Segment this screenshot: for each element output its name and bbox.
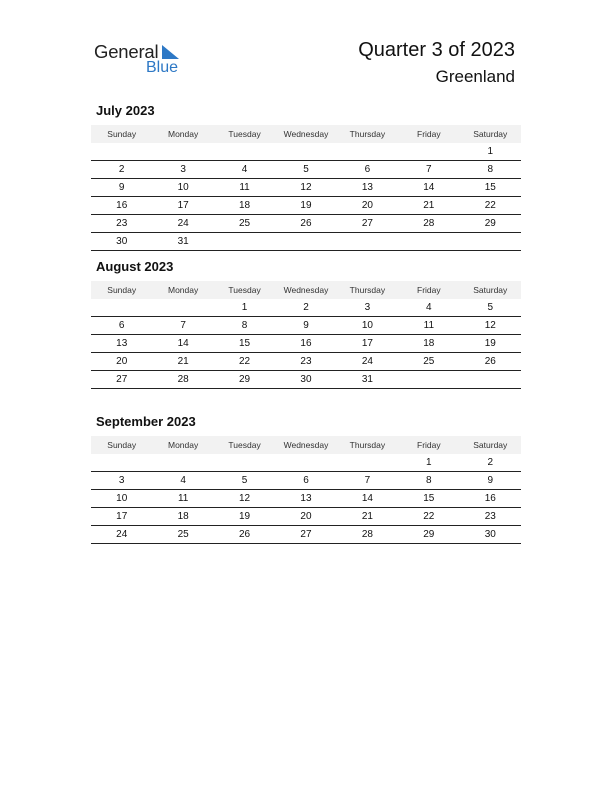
day-cell: 18 bbox=[214, 197, 275, 215]
month-august bbox=[91, 259, 521, 389]
weekday-header: Tuesday bbox=[214, 436, 275, 454]
day-cell bbox=[460, 233, 521, 251]
week-row bbox=[91, 335, 521, 353]
day-cell: 8 bbox=[460, 161, 521, 179]
day-cell: 13 bbox=[275, 490, 336, 508]
week-row bbox=[91, 143, 521, 161]
week-row bbox=[91, 161, 521, 179]
day-cell: 31 bbox=[152, 233, 213, 251]
week-row bbox=[91, 197, 521, 215]
day-cell: 29 bbox=[214, 371, 275, 389]
weekday-header: Tuesday bbox=[214, 125, 275, 143]
month-grid bbox=[91, 436, 521, 544]
day-cell: 21 bbox=[398, 197, 459, 215]
week-row bbox=[91, 233, 521, 251]
weekday-header: Monday bbox=[152, 436, 213, 454]
day-cell: 28 bbox=[152, 371, 213, 389]
day-cell bbox=[91, 143, 152, 161]
day-cell: 1 bbox=[214, 299, 275, 317]
weekday-header: Saturday bbox=[460, 281, 521, 299]
day-cell: 27 bbox=[337, 215, 398, 233]
day-cell: 10 bbox=[91, 490, 152, 508]
day-cell bbox=[152, 299, 213, 317]
day-cell: 2 bbox=[460, 454, 521, 472]
day-cell bbox=[275, 233, 336, 251]
day-cell: 29 bbox=[460, 215, 521, 233]
weekday-header: Wednesday bbox=[275, 125, 336, 143]
day-cell: 27 bbox=[91, 371, 152, 389]
day-cell: 8 bbox=[398, 472, 459, 490]
day-cell: 5 bbox=[275, 161, 336, 179]
day-cell bbox=[460, 371, 521, 389]
month-title: August 2023 bbox=[96, 259, 174, 274]
week-row bbox=[91, 299, 521, 317]
weekday-header: Friday bbox=[398, 281, 459, 299]
day-cell: 28 bbox=[398, 215, 459, 233]
day-cell: 16 bbox=[275, 335, 336, 353]
week-row bbox=[91, 179, 521, 197]
day-cell: 4 bbox=[152, 472, 213, 490]
day-cell: 10 bbox=[337, 317, 398, 335]
day-cell: 30 bbox=[275, 371, 336, 389]
day-cell: 24 bbox=[152, 215, 213, 233]
day-cell: 22 bbox=[214, 353, 275, 371]
weekday-header: Monday bbox=[152, 281, 213, 299]
day-cell: 12 bbox=[275, 179, 336, 197]
day-cell: 17 bbox=[337, 335, 398, 353]
day-cell: 3 bbox=[337, 299, 398, 317]
day-cell: 14 bbox=[337, 490, 398, 508]
day-cell: 27 bbox=[275, 526, 336, 544]
day-cell: 25 bbox=[152, 526, 213, 544]
day-cell: 22 bbox=[398, 508, 459, 526]
day-cell: 2 bbox=[91, 161, 152, 179]
day-cell: 14 bbox=[398, 179, 459, 197]
day-cell: 7 bbox=[398, 161, 459, 179]
weekday-header: Friday bbox=[398, 436, 459, 454]
quarter-title: Quarter 3 of 2023 bbox=[358, 39, 515, 61]
day-cell: 15 bbox=[214, 335, 275, 353]
day-cell: 15 bbox=[398, 490, 459, 508]
weekday-header: Sunday bbox=[91, 281, 152, 299]
day-cell: 30 bbox=[91, 233, 152, 251]
day-cell: 5 bbox=[460, 299, 521, 317]
day-cell: 23 bbox=[275, 353, 336, 371]
day-cell: 4 bbox=[214, 161, 275, 179]
month-september bbox=[91, 414, 521, 544]
day-cell: 7 bbox=[337, 472, 398, 490]
day-cell: 20 bbox=[275, 508, 336, 526]
month-title: September 2023 bbox=[96, 414, 196, 429]
day-cell: 20 bbox=[91, 353, 152, 371]
day-cell: 23 bbox=[91, 215, 152, 233]
day-cell: 13 bbox=[91, 335, 152, 353]
weekday-header: Saturday bbox=[460, 436, 521, 454]
day-cell bbox=[398, 143, 459, 161]
day-cell: 25 bbox=[214, 215, 275, 233]
day-cell: 1 bbox=[460, 143, 521, 161]
month-july bbox=[91, 103, 521, 251]
week-row bbox=[91, 215, 521, 233]
day-cell: 11 bbox=[214, 179, 275, 197]
day-cell: 12 bbox=[214, 490, 275, 508]
weekday-header: Wednesday bbox=[275, 281, 336, 299]
weekday-header: Thursday bbox=[337, 125, 398, 143]
week-row bbox=[91, 526, 521, 544]
day-cell: 31 bbox=[337, 371, 398, 389]
weekday-header: Friday bbox=[398, 125, 459, 143]
day-cell bbox=[152, 143, 213, 161]
weekday-header: Thursday bbox=[337, 281, 398, 299]
day-cell: 21 bbox=[337, 508, 398, 526]
day-cell bbox=[214, 233, 275, 251]
week-row bbox=[91, 454, 521, 472]
month-grid bbox=[91, 125, 521, 251]
day-cell bbox=[337, 143, 398, 161]
day-cell bbox=[152, 454, 213, 472]
day-cell bbox=[275, 454, 336, 472]
day-cell: 16 bbox=[460, 490, 521, 508]
day-cell: 24 bbox=[91, 526, 152, 544]
country-name: Greenland bbox=[435, 67, 515, 86]
day-cell: 9 bbox=[275, 317, 336, 335]
day-cell bbox=[214, 143, 275, 161]
brand-logo bbox=[94, 40, 194, 80]
weekday-header: Sunday bbox=[91, 436, 152, 454]
weekday-header: Tuesday bbox=[214, 281, 275, 299]
day-cell: 16 bbox=[91, 197, 152, 215]
weekday-header: Monday bbox=[152, 125, 213, 143]
day-cell: 3 bbox=[152, 161, 213, 179]
day-cell: 20 bbox=[337, 197, 398, 215]
day-cell: 18 bbox=[398, 335, 459, 353]
brand-name-blue: Blue bbox=[146, 59, 179, 76]
week-row bbox=[91, 371, 521, 389]
weekday-header: Saturday bbox=[460, 125, 521, 143]
day-cell: 15 bbox=[460, 179, 521, 197]
weekday-header: Wednesday bbox=[275, 436, 336, 454]
weekday-header: Sunday bbox=[91, 125, 152, 143]
day-cell: 6 bbox=[275, 472, 336, 490]
day-cell: 28 bbox=[337, 526, 398, 544]
day-cell: 14 bbox=[152, 335, 213, 353]
day-cell: 24 bbox=[337, 353, 398, 371]
day-cell: 25 bbox=[398, 353, 459, 371]
day-cell: 26 bbox=[460, 353, 521, 371]
day-cell: 30 bbox=[460, 526, 521, 544]
day-cell: 19 bbox=[214, 508, 275, 526]
day-cell: 18 bbox=[152, 508, 213, 526]
day-cell: 9 bbox=[460, 472, 521, 490]
day-cell: 3 bbox=[91, 472, 152, 490]
day-cell: 21 bbox=[152, 353, 213, 371]
day-cell: 13 bbox=[337, 179, 398, 197]
day-cell: 7 bbox=[152, 317, 213, 335]
day-cell: 6 bbox=[337, 161, 398, 179]
day-cell bbox=[337, 233, 398, 251]
week-row bbox=[91, 317, 521, 335]
weekday-header: Thursday bbox=[337, 436, 398, 454]
day-cell bbox=[275, 143, 336, 161]
week-row bbox=[91, 490, 521, 508]
day-cell: 17 bbox=[152, 197, 213, 215]
day-cell: 8 bbox=[214, 317, 275, 335]
day-cell bbox=[337, 454, 398, 472]
day-cell: 11 bbox=[152, 490, 213, 508]
day-cell: 19 bbox=[275, 197, 336, 215]
week-row bbox=[91, 472, 521, 490]
week-row bbox=[91, 508, 521, 526]
day-cell: 9 bbox=[91, 179, 152, 197]
day-cell: 4 bbox=[398, 299, 459, 317]
day-cell bbox=[91, 299, 152, 317]
day-cell: 17 bbox=[91, 508, 152, 526]
day-cell: 26 bbox=[275, 215, 336, 233]
month-title: July 2023 bbox=[96, 103, 155, 118]
day-cell: 26 bbox=[214, 526, 275, 544]
day-cell: 12 bbox=[460, 317, 521, 335]
week-row bbox=[91, 353, 521, 371]
day-cell: 19 bbox=[460, 335, 521, 353]
day-cell bbox=[398, 233, 459, 251]
brand-triangle-icon bbox=[160, 44, 180, 60]
day-cell: 29 bbox=[398, 526, 459, 544]
brand-name-general: General bbox=[94, 41, 159, 62]
day-cell: 1 bbox=[398, 454, 459, 472]
month-grid bbox=[91, 281, 521, 389]
day-cell: 2 bbox=[275, 299, 336, 317]
day-cell bbox=[91, 454, 152, 472]
day-cell: 10 bbox=[152, 179, 213, 197]
day-cell bbox=[214, 454, 275, 472]
day-cell: 5 bbox=[214, 472, 275, 490]
day-cell bbox=[398, 371, 459, 389]
day-cell: 22 bbox=[460, 197, 521, 215]
day-cell: 23 bbox=[460, 508, 521, 526]
day-cell: 6 bbox=[91, 317, 152, 335]
day-cell: 11 bbox=[398, 317, 459, 335]
